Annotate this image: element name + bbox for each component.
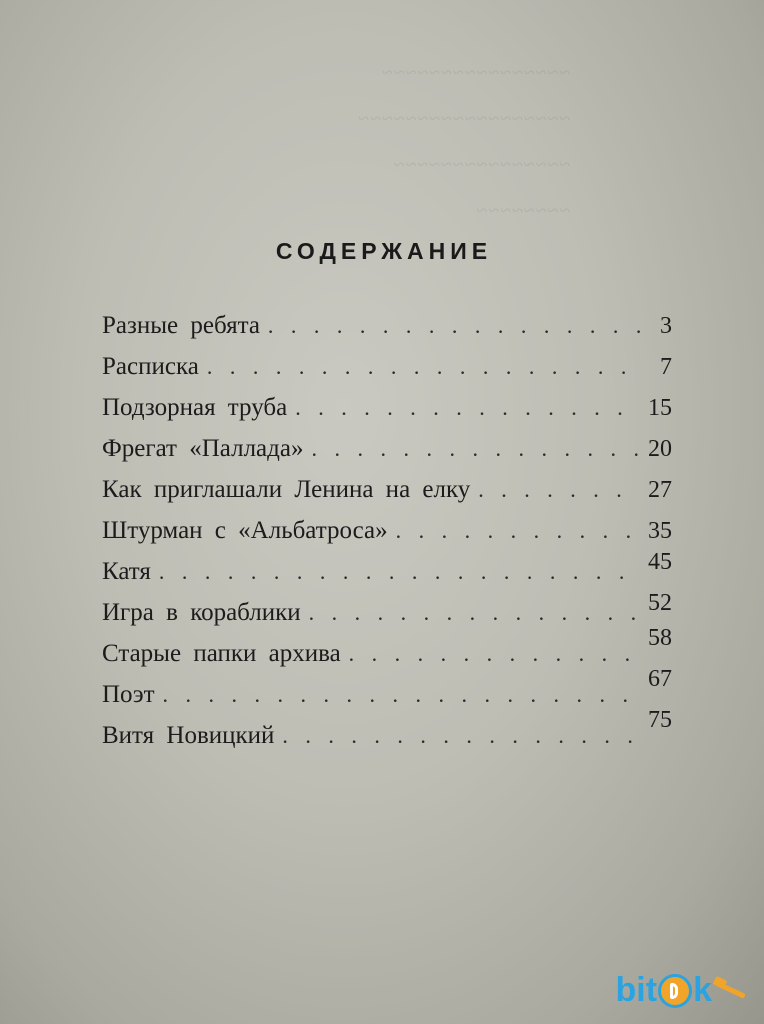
- dot-leader: [396, 518, 640, 544]
- toc-entry-title: Как приглашали Ленина на елку: [102, 476, 471, 503]
- dot-leader: [478, 477, 640, 503]
- toc-entry: [102, 666, 672, 722]
- site-watermark-logo: [616, 971, 748, 1010]
- toc-entry: [102, 549, 672, 599]
- toc-page-number: 3: [660, 313, 672, 339]
- dot-leader: [268, 313, 640, 339]
- toc-entry-title: Расписка: [102, 353, 199, 380]
- coin-icon: [658, 974, 692, 1008]
- toc-page-number: 7: [660, 354, 672, 380]
- toc-entry-title: Поэт: [102, 681, 155, 708]
- dot-leader: [159, 559, 640, 585]
- table-of-contents: [102, 312, 672, 763]
- toc-entry-title: Катя: [102, 558, 151, 585]
- dot-leader: [207, 354, 640, 380]
- toc-page-number: 52: [648, 590, 672, 616]
- dot-leader: [349, 641, 640, 667]
- toc-page-number: 20: [648, 436, 672, 462]
- dot-leader: [309, 600, 640, 626]
- toc-entry: [102, 353, 672, 394]
- toc-entry-title: Витя Новицкий: [102, 722, 275, 749]
- toc-entry: [102, 476, 672, 517]
- toc-page-number: 58: [648, 625, 672, 651]
- toc-entry-title: Игра в кораблики: [102, 599, 301, 626]
- toc-entry-title: Штурман с «Альбатроса»: [102, 517, 388, 544]
- toc-entry-title: Старые папки архива: [102, 640, 341, 667]
- toc-entry: [102, 707, 672, 763]
- toc-entry: [102, 590, 672, 640]
- toc-entry: [102, 625, 672, 681]
- dot-leader: [295, 395, 640, 421]
- toc-page-number: 15: [648, 395, 672, 421]
- toc-page-number: 35: [648, 518, 672, 544]
- toc-page-number: 67: [648, 666, 672, 692]
- toc-entry-title: Подзорная труба: [102, 394, 288, 421]
- hammer-icon: [714, 978, 748, 1004]
- toc-entry: [102, 394, 672, 435]
- toc-page-number: 75: [648, 707, 672, 733]
- dot-leader: [311, 436, 640, 462]
- toc-entry-title: Фрегат «Паллада»: [102, 435, 304, 462]
- toc-entry: [102, 435, 672, 476]
- toc-page-number: 45: [648, 549, 672, 575]
- toc-heading: СОДЕРЖАНИЕ: [275, 238, 493, 264]
- show-through-text: ~~~~~~~~~~~~~~~~ ~~~~~~~~~~~~~~~~~~ ~~~~~~~~~~~~~~~ ~~~~~~~~: [357, 62, 570, 222]
- toc-entry: [102, 517, 672, 558]
- toc-entry: [102, 312, 672, 353]
- toc-entry-title: Разные ребята: [102, 312, 260, 339]
- dot-leader: [282, 723, 640, 749]
- watermark-text-right: k: [693, 971, 712, 1009]
- watermark-text-left: bit: [615, 971, 658, 1009]
- toc-page-number: 27: [648, 477, 672, 503]
- dot-leader: [163, 682, 640, 708]
